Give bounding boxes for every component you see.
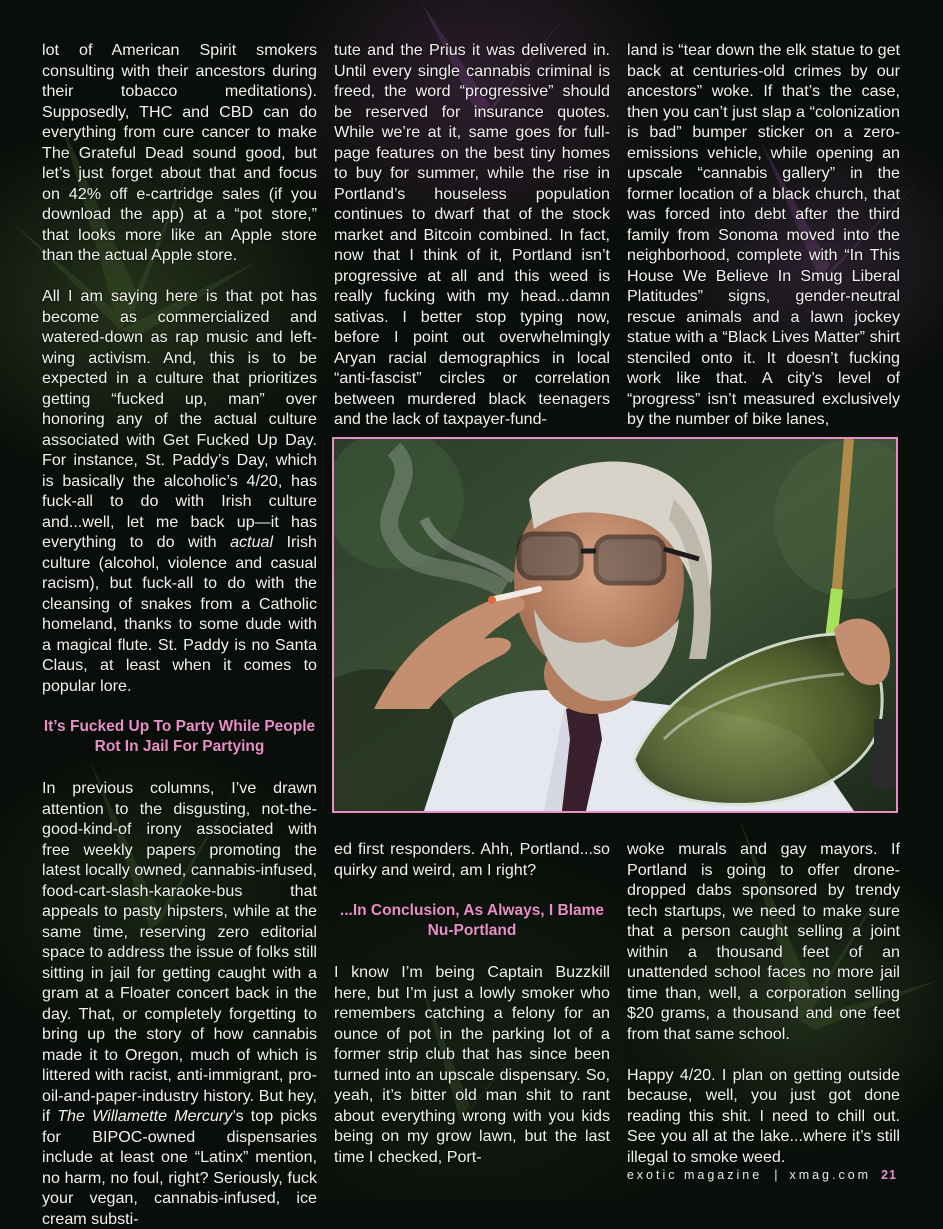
site-url: xmag.com (789, 1168, 872, 1182)
article-column-2-top (334, 40, 610, 430)
article-column-1 (42, 40, 317, 1229)
publication-title-italic: The Willamette Mercury (57, 1107, 233, 1125)
photo-illustration (334, 439, 896, 811)
text-span: ’s top picks for BIPOC-owned dispensaries include at least one “Latinx” mention, no harm, no foul, right? Seriously, fuck your vegan, cannabis-infused, ice cream substi- (42, 1107, 317, 1228)
paragraph: tute and the Prius it was delivered in. Until every single cannabis criminal is freed, the word “progressive” should be reserved for insurance quotes. While we’re at it, same goes for full-page features on the best tiny homes to buy for summer, while the rise in Portland’s houseless population continues to dwarf that of the stock market and Bitcoin combined. In fact, now that I think of it, Portland isn’t progressive at all and this weed is really fucking with my head...damn sativas. I better stop typing now, before I point out overwhelmingly Aryan racial demographics in local “anti-fascist” circles or correlation between murdered black teenagers and the lack of taxpayer-fund- (334, 41, 610, 428)
paragraph: land is “tear down the elk statue to get back at centuries-old crimes by our ancestors” woke. If that’s the case, then you can’t just slap a “colonization is bad” bumper sticker on a zero-emissions vehicle, while opening an upscale “cannabis gallery” in the former location of a black church, that was forced into debt after the third family from Sonoma moved into the neighborhood, complete with “In This House We Believe In Smug Liberal Platitudes” signs, gender-neutral rescue animals and a lawn jockey statue with a “Black Lives Matter” shirt stenciled onto it. It doesn’t fucking work like that. A city’s level of “progress” isn’t measured exclusively by the number of bike lanes, (627, 41, 900, 428)
footer-separator: | (774, 1168, 778, 1182)
article-photo-man-smoking (332, 437, 898, 813)
paragraph: lot of American Spirit smokers consulting with their ancestors during their tobacco meditations). Supposedly, THC and CBD can do everything from cure cancer to make The Grateful Dead sound good, but let’s just forget about that and focus on 42% off e-cartridge sales (if you download the app) at a “pot store,” that looks more like an Apple store than the actual Apple store. (42, 41, 317, 264)
section-heading: It’s Fucked Up To Party While People Rot In Jail For Partying (43, 717, 316, 755)
paragraph (42, 778, 317, 1229)
article-column-3-bottom (627, 839, 900, 1167)
section-heading: ...In Conclusion, As Always, I Blame Nu-Portland (339, 901, 605, 939)
article-column-3-top (627, 40, 900, 430)
page-number: 21 (881, 1168, 897, 1182)
text-span: All I am saying here is that pot has become as commercialized and watered-down as rap music and left-wing activism. And, this is to be expected in a culture that prioritizes getting “fucked up, man” over honoring any of the actual culture associated with Get Fucked Up Day. For instance, St. Paddy’s Day, which is basically the alcoholic’s 4/20, has fuck-all to do with Irish culture and...well, let me back up—it has everything to do with (42, 287, 317, 551)
paragraph (42, 286, 317, 696)
emphasis-text: actual (230, 533, 274, 551)
article-column-2-bottom (334, 839, 610, 1167)
paragraph: I know I’m being Captain Buzzkill here, but I’m just a lowly smoker who remembers catching a felony for an ounce of pot in the parking lot of a former strip club that has since been turned into an upscale dispensary. So, yeah, it’s bitter old man shit to rant about everything wrong with you kids being on my grow lawn, but the last time I checked, Port- (334, 963, 610, 1166)
text-span: Irish culture (alcohol, violence and casual racism), but fuck-all to do with the cleansing of snakes from a Catholic homeland, thanks to some dude with a magical flute. St. Paddy is no Santa Claus, at least when it comes to popular lore. (42, 533, 317, 695)
paragraph: woke murals and gay mayors. If Portland is going to offer drone-dropped dabs sponsored by trendy tech startups, we need to make sure that a person caught selling a joint within a thousand feet of an unattended school faces no more jail time than, well, a corporation selling $20 grams, a thousand and one feet from that same school. (627, 840, 900, 1043)
page-footer (627, 1168, 897, 1182)
magazine-name: exotic magazine (626, 1168, 763, 1182)
text-span: In previous columns, I’ve drawn attention to the disgusting, not-the-good-kind-of irony associated with free weekly papers promoting the latest locally owned, cannabis-infused, food-cart-slash-karaoke-bus that appeals to pasty hipsters, while at the same time, reserving zero editorial space to address the issue of folks still sitting in jail for getting caught with a gram at a Floater concert back in the day. That, or completely forgetting to bring up the story of how cannabis made it to Oregon, much of which is littered with racist, anti-immigrant, pro-oil-and-paper-industry history. But hey, if (42, 779, 317, 1125)
paragraph: Happy 4/20. I plan on getting outside because, well, you just got done reading this shit. I need to chill out. See you all at the lake...where it’s still illegal to smoke weed. (627, 1065, 900, 1166)
paragraph: ed first responders. Ahh, Portland...so quirky and weird, am I right? (334, 840, 610, 879)
